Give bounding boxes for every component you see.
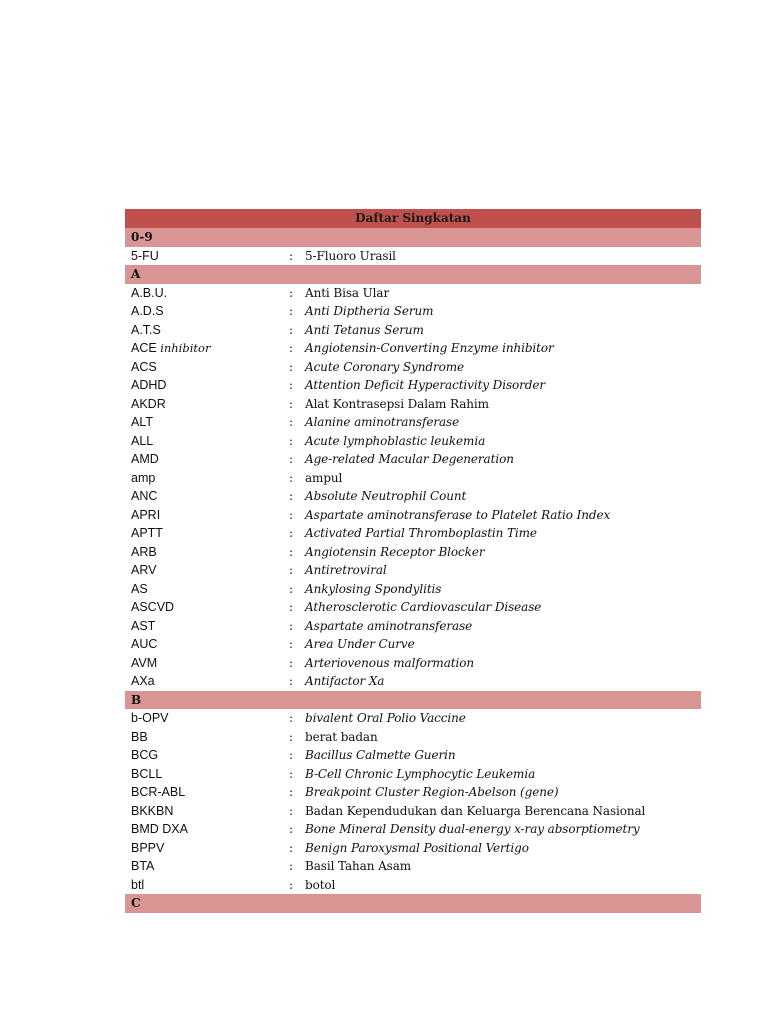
- abbreviation: [131, 746, 158, 765]
- table-row: [125, 469, 701, 488]
- abbreviation: [131, 284, 167, 303]
- definition: Acute Coronary Syndrome: [305, 359, 464, 374]
- separator: :: [289, 618, 294, 633]
- table-row: [125, 728, 701, 747]
- table-row: [125, 543, 701, 562]
- abbreviation-text: ADHD: [131, 378, 167, 392]
- separator: :: [289, 544, 294, 559]
- table-row: [125, 302, 701, 321]
- table-row: [125, 376, 701, 395]
- table-row: [125, 802, 701, 821]
- table-row: [125, 358, 701, 377]
- abbreviation-text: APTT: [131, 526, 163, 540]
- definition: Aspartate aminotransferase: [305, 618, 473, 633]
- abbreviation: [131, 302, 164, 321]
- abbreviation: [131, 598, 174, 617]
- abbreviation: [131, 635, 157, 654]
- table-row: [125, 487, 701, 506]
- definition: Bone Mineral Density dual-energy x-ray absorptiometry: [305, 822, 640, 836]
- abbreviation-text: BCR-ABL: [131, 785, 186, 799]
- separator: :: [289, 526, 294, 540]
- abbreviation: [131, 580, 148, 599]
- abbreviation-text: ASCVD: [131, 600, 175, 614]
- definition: Angiotensin Receptor Blocker: [305, 544, 485, 559]
- definition: Acute lymphoblastic leukemia: [305, 433, 486, 448]
- table-row: [125, 654, 701, 673]
- definition: Ankylosing Spondylitis: [305, 581, 442, 596]
- separator: :: [289, 766, 294, 781]
- separator: :: [289, 489, 294, 503]
- separator: :: [289, 248, 294, 263]
- table-row: [125, 765, 701, 784]
- abbreviation: [131, 469, 155, 488]
- definition: Antifactor Xa: [305, 674, 385, 688]
- abbreviation-text: AXa: [131, 674, 155, 688]
- abbreviation-suffix: inhibitor: [160, 341, 211, 355]
- separator: :: [289, 396, 294, 411]
- abbreviation-text: BCG: [131, 748, 159, 762]
- abbreviation: [131, 506, 160, 525]
- definition: Alanine aminotransferase: [305, 415, 460, 429]
- abbreviation: [131, 561, 156, 580]
- definition: bivalent Oral Polio Vaccine: [305, 711, 466, 725]
- definition: Attention Deficit Hyperactivity Disorder: [305, 378, 545, 392]
- table-row: [125, 284, 701, 303]
- separator: :: [289, 285, 294, 300]
- separator: :: [289, 507, 294, 522]
- definition: Age-related Macular Degeneration: [305, 452, 514, 466]
- abbreviation-text: A.D.S: [131, 304, 164, 318]
- table-row: [125, 617, 701, 636]
- table-row: [125, 432, 701, 451]
- abbreviation: [131, 339, 210, 358]
- abbreviation-text: BB: [131, 729, 148, 744]
- abbreviation-text: ALL: [131, 433, 154, 448]
- separator: :: [289, 359, 294, 374]
- abbreviation-text: BKKBN: [131, 803, 174, 818]
- table-row: [125, 413, 701, 432]
- abbreviation-text: AUC: [131, 637, 158, 651]
- separator: :: [289, 748, 294, 762]
- definition: Alat Kontrasepsi Dalam Rahim: [305, 396, 489, 411]
- separator: :: [289, 452, 294, 466]
- abbreviation-text: ARV: [131, 563, 157, 577]
- abbreviation: [131, 709, 169, 728]
- abbreviation: [131, 358, 157, 377]
- abbreviation-text: APRI: [131, 507, 161, 522]
- definition: 5-Fluoro Urasil: [305, 248, 396, 263]
- definition: Badan Kependudukan dan Keluarga Berencana Nasional: [305, 803, 646, 818]
- separator: :: [289, 637, 294, 651]
- separator: :: [289, 378, 294, 392]
- table-row: [125, 561, 701, 580]
- definition: Antiretroviral: [305, 563, 387, 577]
- table-row: [125, 857, 701, 876]
- abbreviation: [131, 376, 166, 395]
- definition: Bacillus Calmette Guerin: [305, 748, 456, 762]
- abbreviation-text: BCLL: [131, 766, 163, 781]
- abbreviation-text: ARB: [131, 544, 157, 559]
- abbreviation-text: AS: [131, 581, 148, 596]
- separator: :: [289, 822, 294, 836]
- separator: :: [289, 341, 294, 355]
- table-row: [125, 450, 701, 469]
- abbreviation-text: BPPV: [131, 840, 165, 855]
- abbreviation: [131, 820, 188, 839]
- separator: :: [289, 415, 294, 429]
- separator: :: [289, 581, 294, 596]
- abbreviation-text: AMD: [131, 452, 159, 466]
- abbreviation-text: AST: [131, 618, 156, 633]
- abbreviation: [131, 432, 153, 451]
- abbreviation: [131, 876, 144, 895]
- abbreviation: [131, 617, 155, 636]
- abbreviation-text: ACS: [131, 359, 157, 374]
- separator: :: [289, 785, 294, 799]
- abbreviation: [131, 654, 157, 673]
- definition: Atherosclerotic Cardiovascular Disease: [305, 600, 542, 614]
- separator: :: [289, 433, 294, 448]
- table-row: [125, 339, 701, 358]
- separator: :: [289, 304, 294, 318]
- abbreviation-text: BMD DXA: [131, 822, 188, 836]
- abbreviation-text: A.B.U.: [131, 285, 168, 300]
- abbreviation: [131, 450, 159, 469]
- table-row: [125, 820, 701, 839]
- table-title: Daftar Singkatan: [125, 209, 701, 228]
- definition: Benign Paroxysmal Positional Vertigo: [305, 840, 529, 855]
- abbreviation: [131, 783, 185, 802]
- separator: :: [289, 859, 294, 873]
- definition: ampul: [305, 470, 343, 485]
- abbreviation: [131, 413, 153, 432]
- abbreviation-text: 5-FU: [131, 248, 159, 263]
- abbreviation: [131, 765, 162, 784]
- definition: Activated Partial Thromboplastin Time: [305, 526, 537, 540]
- table-row: [125, 247, 701, 266]
- definition: Area Under Curve: [305, 637, 415, 651]
- abbreviation: [131, 857, 154, 876]
- definition: Absolute Neutrophil Count: [305, 489, 467, 503]
- definition: botol: [305, 877, 336, 892]
- table-row: [125, 321, 701, 340]
- separator: :: [289, 470, 294, 485]
- table-row: [125, 635, 701, 654]
- abbreviation: [131, 839, 164, 858]
- section-heading: C: [125, 894, 701, 913]
- abbreviation-text: A.T.S: [131, 322, 161, 337]
- abbreviation-text: amp: [131, 470, 156, 485]
- definition: Breakpoint Cluster Region-Abelson (gene): [305, 785, 559, 799]
- separator: :: [289, 877, 294, 892]
- definition: Anti Bisa Ular: [305, 285, 390, 300]
- table-row: [125, 506, 701, 525]
- table-row: [125, 598, 701, 617]
- table-row: [125, 876, 701, 895]
- definition: Anti Diptheria Serum: [305, 304, 434, 318]
- definition: Angiotensin-Converting Enzyme inhibitor: [305, 341, 554, 355]
- abbreviation: [131, 321, 161, 340]
- section-heading: A: [125, 265, 701, 284]
- abbreviation-text: btl: [131, 877, 145, 892]
- table-row: [125, 524, 701, 543]
- table-row: [125, 783, 701, 802]
- definition: Basil Tahan Asam: [305, 859, 412, 873]
- abbreviation-text: ACE: [131, 341, 157, 355]
- abbreviation-text: BTA: [131, 859, 155, 873]
- definition: Anti Tetanus Serum: [305, 322, 424, 337]
- table-row: [125, 580, 701, 599]
- abbreviation: [131, 524, 163, 543]
- section-heading: B: [125, 691, 701, 710]
- definition: B-Cell Chronic Lymphocytic Leukemia: [305, 766, 536, 781]
- abbreviation: [131, 728, 148, 747]
- definition: berat badan: [305, 729, 378, 744]
- abbreviation-text: ALT: [131, 415, 153, 429]
- table-row: [125, 839, 701, 858]
- separator: :: [289, 711, 294, 725]
- abbreviation-text: ANC: [131, 489, 158, 503]
- separator: :: [289, 674, 294, 688]
- abbreviation-text: b-OPV: [131, 711, 169, 725]
- table-row: [125, 746, 701, 765]
- table-row: [125, 709, 701, 728]
- separator: :: [289, 840, 294, 855]
- abbreviation: [131, 543, 157, 562]
- separator: :: [289, 729, 294, 744]
- abbreviation-text: AVM: [131, 655, 158, 670]
- table-row: [125, 395, 701, 414]
- abbreviation-table: [125, 209, 701, 913]
- abbreviation-text: AKDR: [131, 396, 166, 411]
- abbreviation: [131, 672, 155, 691]
- separator: :: [289, 563, 294, 577]
- definition: Aspartate aminotransferase to Platelet Ratio Index: [305, 507, 611, 522]
- separator: :: [289, 803, 294, 818]
- abbreviation: [131, 395, 166, 414]
- separator: :: [289, 600, 294, 614]
- abbreviation: [131, 247, 159, 266]
- definition: Arteriovenous malformation: [305, 655, 474, 670]
- table-row: [125, 672, 701, 691]
- section-heading: 0-9: [125, 228, 701, 247]
- separator: :: [289, 655, 294, 670]
- separator: :: [289, 322, 294, 337]
- abbreviation: [131, 487, 157, 506]
- abbreviation: [131, 802, 173, 821]
